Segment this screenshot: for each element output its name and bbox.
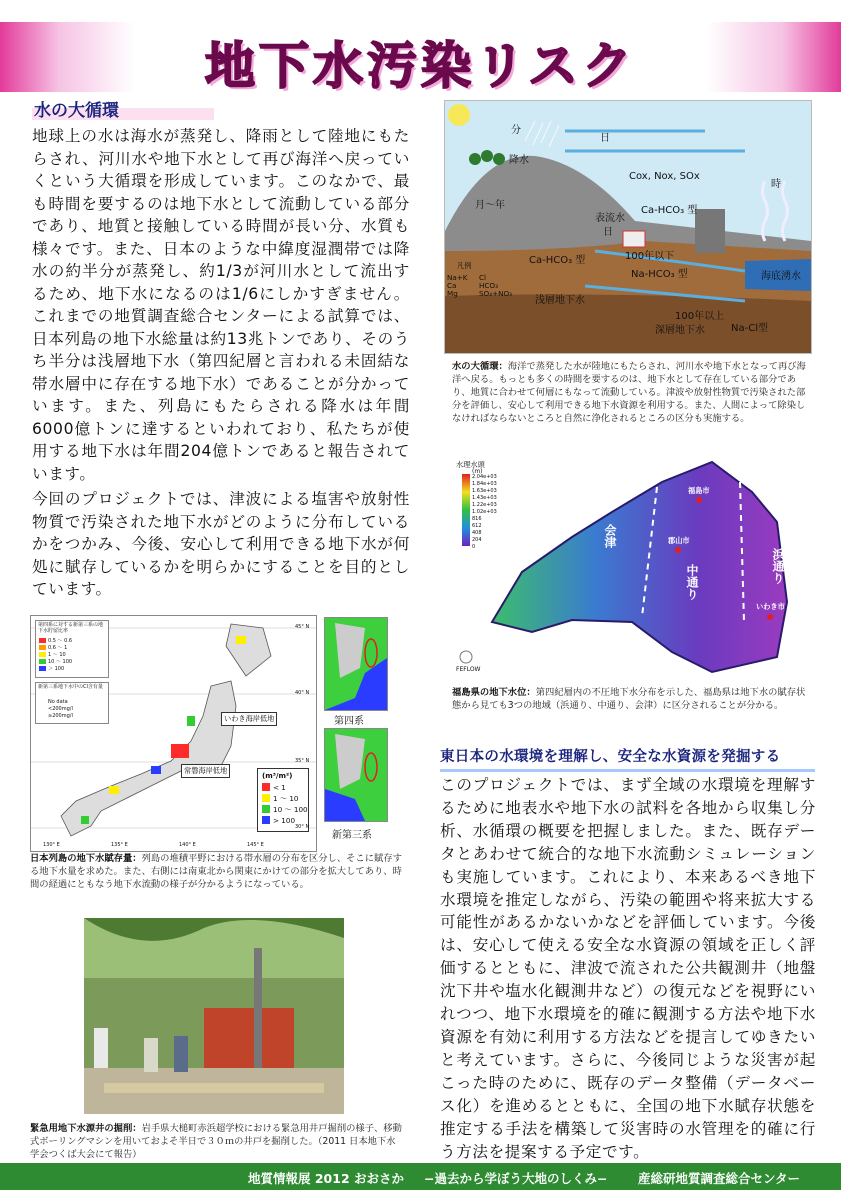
legend-v0: 2.04e+03 [472,474,497,480]
legend-ratio-title: 第四系に対する新第三系の地下水貯留比率 [38,622,104,634]
evaporation-arrows [763,181,788,241]
building-icon [695,209,725,253]
unit-legend-title: (m³/m²) [262,771,293,780]
legend-r3: SO₄+NO₃ [479,289,513,298]
label-seafloor: 海底湧水 [761,271,801,282]
label-months-years: 月～年 [475,200,505,211]
legend-l2: Ca [447,281,457,290]
legend-v2: 1.63e+03 [472,488,497,494]
unit-item-0: < 1 [273,783,286,792]
lat-35: 35° N [295,758,310,764]
legend-cl-title: 新第三系地下水中のCl含有量 [38,684,103,690]
caption-photo-title: 緊急用地下水源井の掘削： [30,1123,142,1134]
legend-cl-item-1: <200mg/l [48,706,73,712]
section-heading-cycle: 水の大循環 [32,96,214,120]
unit-swatch-0 [262,783,270,791]
legend-v9: 204 [472,537,482,543]
caption-map-text: 列島の堆積平野における帯水層の分布を区分し、そこに賦存する地下水量を求めた。また、右側には南東北から関東にかけての部分を拡大してあり、時間の経過にともなう地下水流動の様子が分かるようになっている。 [30,853,402,890]
japan-groundwater-map [30,615,317,852]
drilling-photo [84,918,344,1114]
label-cox: Cox, Nox, SOx [629,171,700,182]
label-nakadori: 中通り [685,564,699,600]
footer-subtitle: −過去から学ぼう大地のしくみ− [424,1171,608,1186]
legend-title-head: 水理水頭 [456,460,485,469]
unit-swatch-2 [262,805,270,813]
legend-v3: 1.43e+03 [472,495,497,501]
caption-cycle [452,360,807,425]
legend-r2: HCO₃ [479,281,498,290]
legend-v10: 0 [472,544,476,550]
cycle-paragraph-2: 今回のプロジェクトでは、津波による塩害や放射性物質で汚染された地下水がどのように分布しているかをつかみ、今後、安心して利用できる地下水が何処に賦存しているかを明らかにすることを目的としています。 [32,490,410,598]
label-surface-day: 日 [603,227,613,238]
label-na-hco3: Na-HCO₃ 型 [631,269,688,280]
unit-item-2: 10 ～ 100 [273,805,308,814]
label-time: 時 [771,179,781,190]
unit-swatch-3 [262,816,270,824]
label-rain: 降水 [509,155,529,166]
label-deep: 深層地下水 [655,325,705,336]
unit-swatch-1 [262,794,270,802]
caption-cycle-title: 水の大循環： [452,361,508,372]
east-paragraph: このプロジェクトでは、まず全域の水環境を理解するために地表水や地下水の試料を各地から収集し分析、水循環の概要を把握しました。また、既存データとあわせて統合的な地下水流動シミュレーションも実施しています。これにより、本来あるべき地下水環境を推定しながら、汚染の範囲や将来拡大する可能性があるかないかなどを評価しています。今後は、安心して使える安全な水資源の領域を正しく評価するとともに、津波で流された公共観測井（地盤沈下井や塩水化観測井など）の復元などを視野にいれつつ、地下水環境を的確に観測する方法や地下水資源を有効に利用する方法などを提言してゆきたいと考えています。さらに、今後同じような災害が起こった時のために、既存のデータ整備（データベース化）を進めるとともに、全国の地下水賦存状態を推定する手法を構築して災害時の水管理を的確に行う方法を提案する予定です。 [440,776,816,1161]
label-joban-lowland: 常磐海岸低地 [181,764,230,778]
cycle-paragraph-1: 地球上の水は海水が蒸発し、降雨として陸地にもたらされ、河川水や地下水として再び海洋へ戻っていくという大循環を形成しています。このなかで、最も時間を要するのは地下水として流動している部分であり、地質と接触している時間が長い分、水質も様々です。また、日本のような中緯度湿潤帯では降水の約半分が蒸発し、約1/3が河川水として流出するため、地下水になるのは1/6にしかすぎません。これまでの地質調査総合センターによる試算では、日本列島の地下水総量は約13兆トンであり、そのうち半分は浅層地下水（第四紀層と言われる未固結な帯水層中に存在する地下水）であることが分かっています。また、列島にもたらされる降水は年間6000億トンに達するといわれており、私たちが使用する地下水は年間204億トンであると報告されています。 [32,127,410,483]
legend-v1: 1.84e+03 [472,481,497,487]
caption-map [30,852,402,891]
footer-event: 地質情報展 2012 おおさか [248,1171,404,1186]
legend-r1: Cl [479,273,487,282]
label-fukushima-city: 福島市 [688,486,710,495]
label-under100: 100年以下 [625,251,675,262]
legend-v7: 612 [472,523,482,529]
legend-ratio-item-0: 0.5 ～ 0.6 [48,638,73,644]
lon-130: 130° E [43,842,60,848]
tree-icons [469,150,505,165]
label-hamadori: 浜通り [771,548,785,584]
legend-v6: 816 [472,516,482,522]
legend-ratio-item-3: 10 ～ 100 [48,659,73,665]
label-over100: 100年以上 [675,311,725,322]
label-shallow: 浅層地下水 [535,295,585,306]
unit-item-1: 1 ～ 10 [273,794,299,803]
legend-l3: Mg [447,289,458,298]
legend-title: 凡例 [457,261,472,270]
caption-fukushima [452,686,807,712]
legend-cl-box [35,682,109,724]
water-cycle-diagram [444,100,812,354]
legend-ratio-item-1: 0.6 ～ 1 [48,645,68,651]
legend-v5: 1.02e+03 [472,509,497,515]
sun-icon [448,104,470,126]
lon-145: 145° E [247,842,264,848]
caption-photo-text: 岩手県大槌町赤浜超学校における緊急用井戸掘削の様子、移動式ボーリングマシンを用いておよそ半日で３０ｍの井戸を掘削した。（2011 日本地下水学会つくば大会にて報告） [30,1123,402,1160]
label-iwaki-lowland: いわき海岸低地 [221,712,277,726]
lat-30: 30° N [295,824,310,830]
section-heading-east: 東日本の水環境を理解し、安全な水資源を発掘する [440,745,815,772]
rain-lines [525,121,559,147]
label-iwaki-city: いわき市 [756,602,785,611]
lon-140: 140° E [179,842,196,848]
inset-map-neogene [324,728,388,822]
label-ca-hco3-lower: Ca-HCO₃ 型 [529,255,586,266]
lat-45: 45° N [295,624,310,630]
inset-label-neogene: 新第三系 [332,830,372,841]
footer-org: 産総研地質調査総合センター [638,1171,801,1186]
legend-l1: Na+K [447,273,468,282]
label-na-cl: Na-Cl型 [731,323,768,334]
label-ca-hco3-upper: Ca-HCO₃ 型 [641,205,698,216]
house-icon [623,231,645,247]
label-min: 分 [511,125,521,136]
label-aizu: 会津 [603,524,617,548]
legend-v4: 1.22e+03 [472,502,497,508]
label-surface: 表流水 [595,213,625,224]
legend-cl-item-0: No data [48,699,68,705]
fukushima-groundwater-map [452,452,812,684]
caption-fukushima-text: 第四紀層内の不圧地下水分布を示した、福島県は地下水の賦存状態から見ても3つの地域（浜通り、中通り、会津）に区分されることが分かる。 [452,687,806,711]
legend-ratio-box [35,620,109,678]
caption-map-title: 日本列島の地下水賦存量： [30,853,142,864]
legend-ratio-item-4: ＞ 100 [48,666,65,672]
caption-cycle-text: 海洋で蒸発した水が陸地にもたらされ、河川水や地下水となって再び海洋へ戻る。もっとも多くの時間を要するのは、地下水として存在している部分であり、地質に合わせて何層にもなって流動している。津波や放射性物質で汚染された部分を評価し、安心して利用できる地下水資源を利用する。また、人間によって除染しなければならないところと自然に浄化されるところの区分も実施する。 [452,361,806,424]
legend-v8: 408 [472,530,482,536]
inset-map-quaternary [324,617,388,711]
inset-label-quaternary: 第四系 [334,716,364,727]
legend-unit: (m) [472,468,483,475]
label-koriyama-city: 郡山市 [668,536,690,545]
feflow-logo: FEFLOW [456,666,481,673]
legend-cl-item-2: ≥200mg/l [48,713,73,719]
legend-ratio-item-2: 1 ～ 10 [48,652,66,658]
water-cycle-illustration [445,101,811,353]
lat-40: 40° N [295,690,310,696]
caption-photo [30,1122,402,1161]
page-title: 地下水汚染リスク [205,37,636,95]
unit-item-3: > 100 [273,816,296,825]
footer-bar [0,1163,841,1190]
unit-legend [257,768,309,832]
caption-fukushima-title: 福島県の地下水位： [452,687,536,698]
label-day-top: 日 [600,133,610,144]
fukushima-shape [452,452,812,684]
lon-135: 135° E [111,842,128,848]
